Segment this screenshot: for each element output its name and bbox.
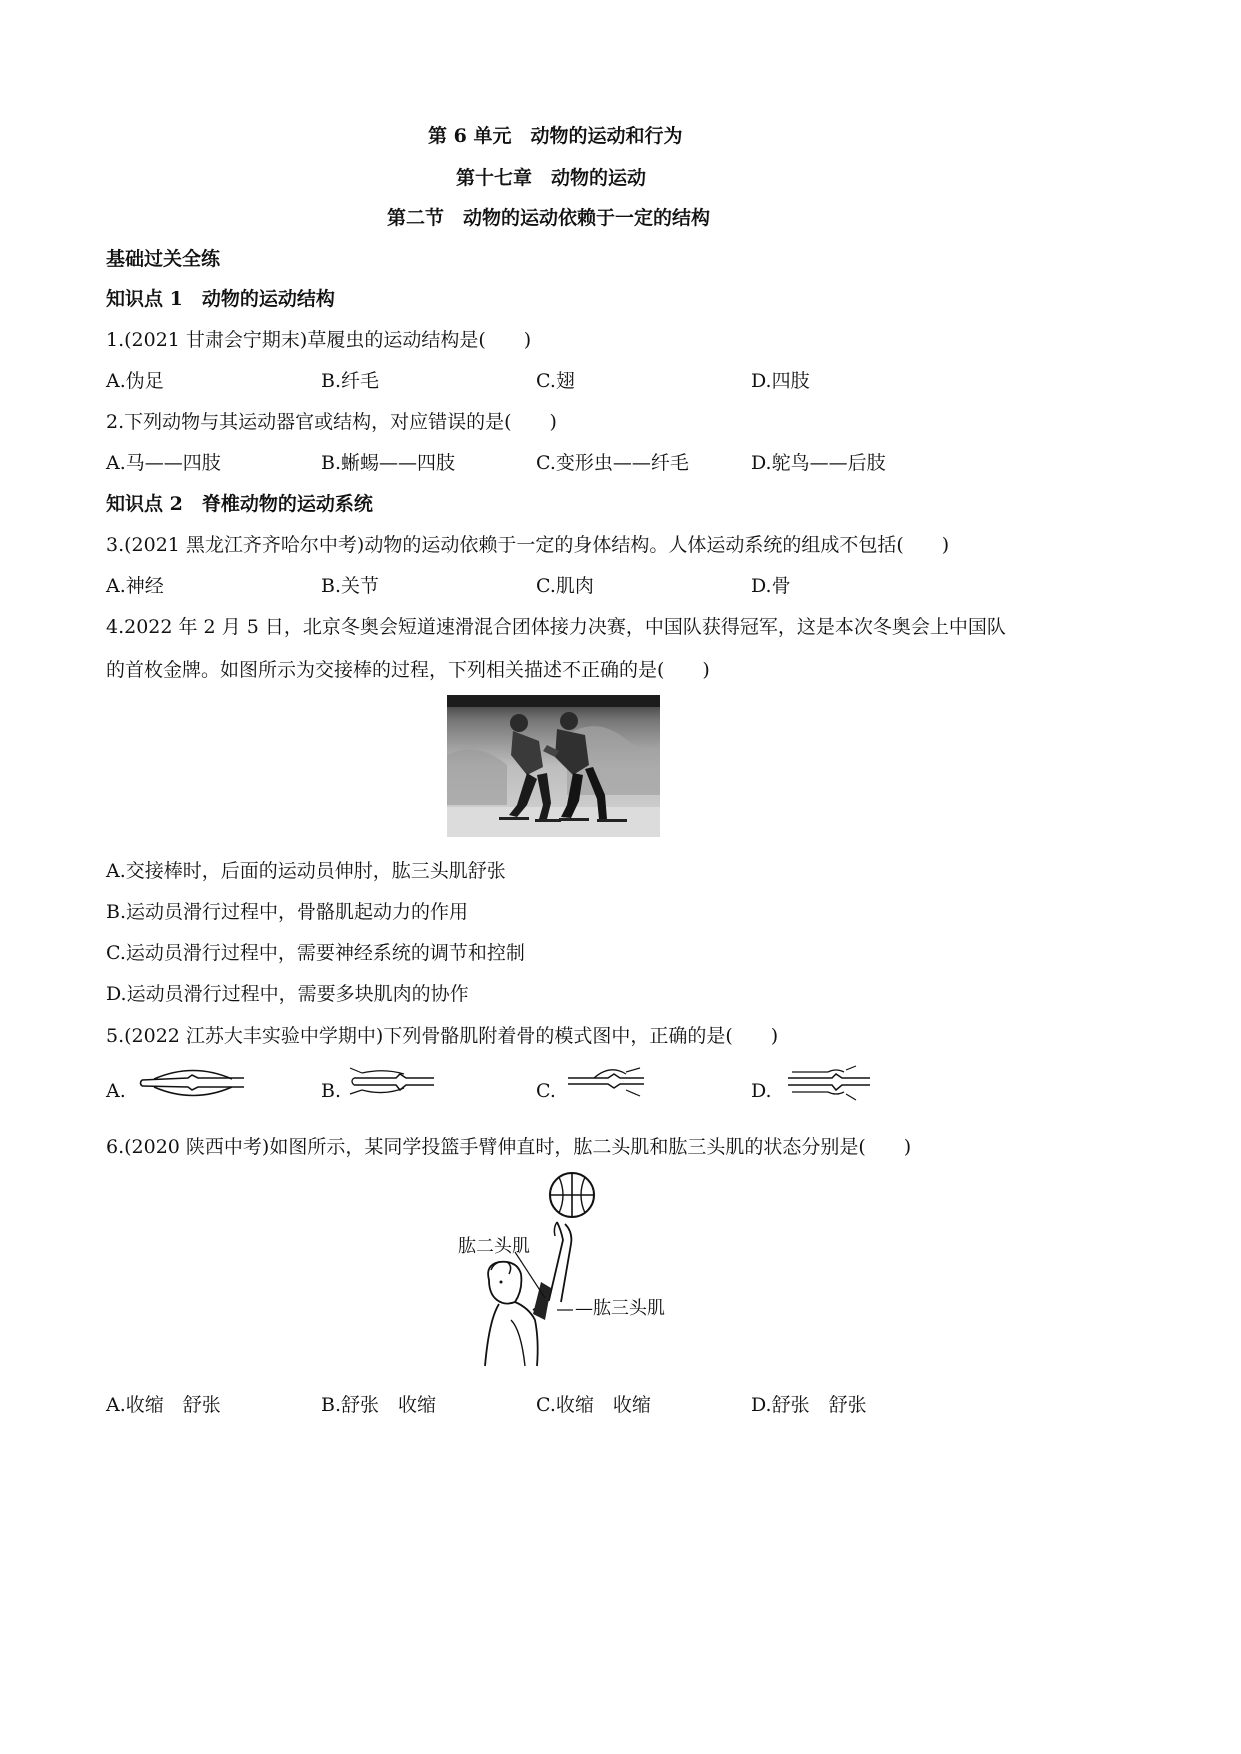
- q3-option-d[interactable]: D.骨: [751, 575, 791, 597]
- label-biceps: 肱二头肌: [458, 1236, 530, 1257]
- muscle-bone-diagram-d: [784, 1064, 876, 1102]
- q5-option-b[interactable]: B.: [321, 1080, 342, 1102]
- speed-skating-photo: [447, 695, 660, 837]
- q4-stem-line2: 的首枚金牌。如图所示为交接棒的过程，下列相关描述不正确的是( ): [106, 659, 710, 681]
- q1-option-a[interactable]: A.伪足: [106, 370, 164, 392]
- muscle-bone-diagram-b: [344, 1064, 436, 1100]
- q1-option-b[interactable]: B.纤毛: [321, 370, 380, 392]
- q5-stem: 5.(2022 江苏大丰实验中学期中)下列骨骼肌附着骨的模式图中，正确的是( ): [106, 1025, 779, 1047]
- q2-stem: 2.下列动物与其运动器官或结构，对应错误的是( ): [106, 411, 557, 433]
- basketball-arm-figure: [445, 1170, 665, 1370]
- q4-stem-line1: 4.2022 年 2 月 5 日，北京冬奥会短道速滑混合团体接力决赛，中国队获得冠军，这是本次冬奥会上中国队: [106, 616, 1006, 638]
- q3-option-b[interactable]: B.关节: [321, 575, 380, 597]
- q6-option-a[interactable]: A.收缩 舒张: [106, 1394, 221, 1416]
- q4-option-a[interactable]: A.交接棒时，后面的运动员伸肘，肱三头肌舒张: [106, 860, 506, 882]
- section-title: 第二节 动物的运动依赖于一定的结构: [387, 207, 711, 229]
- q4-option-b[interactable]: B.运动员滑行过程中，骨骼肌起动力的作用: [106, 901, 469, 923]
- q6-option-d[interactable]: D.舒张 舒张: [751, 1394, 867, 1416]
- muscle-bone-diagram-a: [138, 1066, 250, 1100]
- muscle-bone-diagram-c: [564, 1064, 650, 1100]
- q1-option-d[interactable]: D.四肢: [751, 370, 810, 392]
- q5-option-d[interactable]: D.: [751, 1080, 772, 1102]
- q5-option-a[interactable]: A.: [106, 1080, 126, 1102]
- muscle-diagram-a: [138, 1066, 250, 1100]
- q3-stem: 3.(2021 黑龙江齐齐哈尔中考)动物的运动依赖于一定的身体结构。人体运动系统的组成不包括( ): [106, 534, 950, 556]
- q2-option-b[interactable]: B.蜥蜴——四肢: [321, 452, 456, 474]
- chapter-title: 第十七章 动物的运动: [456, 167, 647, 189]
- q2-option-c[interactable]: C.变形虫——纤毛: [536, 452, 689, 474]
- q4-option-c[interactable]: C.运动员滑行过程中，需要神经系统的调节和控制: [106, 942, 525, 964]
- q1-stem: 1.(2021 甘肃会宁期末)草履虫的运动结构是( ): [106, 329, 532, 351]
- label-triceps: —肱三头肌: [575, 1298, 665, 1319]
- unit-title: 第 6 单元 动物的运动和行为: [428, 125, 683, 147]
- muscle-diagram-b: [344, 1064, 436, 1100]
- q5-option-c[interactable]: C.: [536, 1080, 556, 1102]
- q2-option-d[interactable]: D.鸵鸟——后肢: [751, 452, 886, 474]
- practice-title: 基础过关全练: [106, 248, 221, 270]
- knowledge-point-1: 知识点 1 动物的运动结构: [106, 288, 335, 310]
- muscle-diagram-c: [564, 1064, 650, 1100]
- q3-option-c[interactable]: C.肌肉: [536, 575, 594, 597]
- knowledge-point-2: 知识点 2 脊椎动物的运动系统: [106, 493, 373, 515]
- q1-option-c[interactable]: C.翅: [536, 370, 575, 392]
- muscle-diagram-d: [784, 1064, 876, 1102]
- q2-option-a[interactable]: A.马——四肢: [106, 452, 221, 474]
- q3-option-a[interactable]: A.神经: [106, 575, 164, 597]
- q6-option-c[interactable]: C.收缩 收缩: [536, 1394, 651, 1416]
- speed-skating-illustration: [447, 695, 660, 837]
- q6-stem: 6.(2020 陕西中考)如图所示，某同学投篮手臂伸直时，肱二头肌和肱三头肌的状态分别是( ): [106, 1136, 912, 1158]
- q6-option-b[interactable]: B.舒张 收缩: [321, 1394, 437, 1416]
- q4-option-d[interactable]: D.运动员滑行过程中，需要多块肌肉的协作: [106, 983, 469, 1005]
- basketball-arm-illustration: [445, 1170, 665, 1370]
